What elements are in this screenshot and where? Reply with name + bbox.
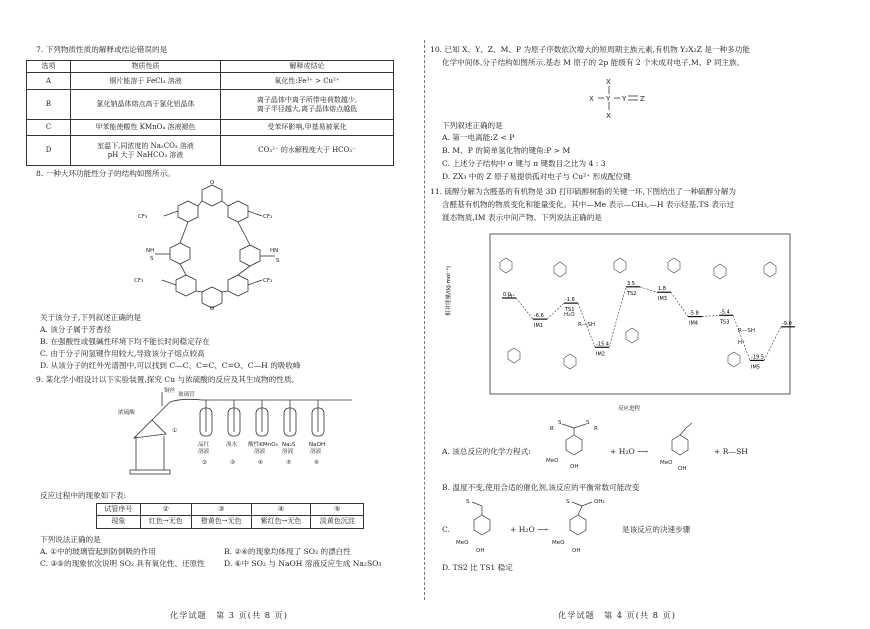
q9-sub: 下列说法正确的是 — [40, 535, 101, 544]
q10-option-c: C. 上述分子结构中 σ 键与 π 键数目之比为 4 : 3 — [442, 159, 606, 168]
footer-left: 化学试题 第 3 页(共 8 页) — [170, 609, 288, 620]
q9-tube6-a: NaOH — [309, 442, 326, 448]
chart-x-label: 反应进程 — [618, 406, 641, 412]
option-a-reactant-structure — [544, 420, 604, 474]
q8-stem: 8. 一种大环功能性分子的结构如图所示。 — [36, 169, 175, 178]
q10-atom-x3: X — [606, 112, 611, 120]
q9-obs-header-1: ② — [140, 504, 191, 516]
q7-row-b-option: B — [27, 90, 71, 120]
q10-atom-y2: Y — [622, 95, 627, 103]
q7-header-explanation: 解释或结论 — [221, 61, 394, 73]
right-page — [428, 0, 870, 629]
energy-connector-1 — [516, 298, 533, 319]
q7-row-c-option: C — [27, 120, 71, 136]
o-label-1: O — [210, 180, 215, 186]
q7-row-d-property — [71, 136, 221, 166]
q11-option-c-tail: 是该反应的决速步骤 — [622, 525, 691, 534]
q10-stem-line1: 10. 已知 X、Y、Z、M、P 为原子序数依次增大的短周期主族元素,有机物 Y₂X₂Z 是一种多功能 — [430, 45, 750, 54]
nh-label: NH — [146, 248, 155, 254]
q9-label-n1: ① — [172, 428, 178, 434]
q9-obs-header-4: ⑤ — [311, 504, 364, 516]
q11-option-c-plus: + H₂O ⟶ — [510, 525, 548, 534]
q11-option-a: A. 该总反应的化学方程式: — [442, 447, 531, 456]
energy-value-9: -9.0 — [782, 320, 792, 327]
q7-row-c-explanation: 受苯环影响,甲基易被氧化 — [221, 120, 394, 136]
energy-connector-8 — [733, 315, 750, 360]
q10-option-a: A. 第一电离能:Z < P — [442, 133, 515, 142]
label-oh2: OH₂ — [594, 499, 605, 505]
left-page — [0, 0, 422, 629]
q9-option-a: A. ①中的玻璃管起到防倒吸的作用 — [40, 547, 156, 556]
annotation-rsh-2: R—SH — [738, 328, 755, 334]
q10-atom-x2: X — [589, 95, 594, 103]
q10-sub: 下列叙述正确的是 — [442, 121, 503, 130]
q9-tube3-n: ③ — [230, 460, 236, 466]
q9-tube3-a: 溴水 — [226, 442, 238, 448]
energy-label-ts1: TS1 — [565, 307, 575, 314]
energy-label-im2: IM2 — [596, 351, 605, 358]
option-a-product-structure — [658, 420, 704, 474]
energy-connector-5 — [640, 287, 657, 292]
energy-label-im4: IM4 — [689, 320, 698, 327]
q7-row-b-explanation — [221, 90, 394, 120]
q9-label-cu: 铜丝 — [164, 388, 176, 394]
q9-obs-header-3: ④ — [251, 504, 311, 516]
q9-tube4-a: 酸性KMnO₄ — [248, 442, 278, 448]
q7-stem: 7. 下列物质性质的解释或结论错误的是 — [36, 45, 168, 54]
energy-connector-9 — [764, 327, 781, 361]
q9-option-b: B. ②④的现象均体现了 SO₂ 的漂白性 — [224, 547, 351, 556]
q11-option-c: C. — [442, 525, 450, 534]
q9-obs-cell-2: 橙黄色→无色 — [191, 516, 251, 528]
q11-energy-profile-chart — [446, 228, 798, 414]
q7-row-a-property: 铜片能溶于 FeCl₃ 溶液 — [71, 73, 221, 90]
label-oh-4: OH — [572, 548, 581, 554]
energy-label-ts2: TS2 — [627, 290, 637, 297]
annotation-h2o: H₂O — [564, 312, 575, 318]
q10-option-b: B. M、P 的简单氢化物的键角:P > M — [442, 146, 571, 155]
label-r-2: R — [594, 426, 598, 432]
energy-value-4: 3.5 — [627, 280, 635, 287]
q7-row-a-option: A — [27, 73, 71, 90]
energy-label-ts3: TS3 — [720, 319, 730, 326]
q8-option-b: B. 在强酸性或强碱性环境下均不能长时间稳定存在 — [40, 337, 210, 346]
label-meo-2: MeO — [660, 460, 673, 466]
q7-header-property: 物质性质 — [71, 61, 221, 73]
q11-option-d: D. TS2 比 TS1 稳定 — [442, 563, 513, 572]
cf3-label-1: CF₃ — [138, 214, 148, 220]
q8-option-c: C. 由于分子间氢键作用较大,导致该分子熔点较高 — [40, 349, 205, 358]
q9-tube2-n: ② — [202, 460, 208, 466]
energy-connector-2 — [547, 303, 564, 319]
energy-value-0: 0.0 — [503, 292, 511, 298]
s-label-2: S — [276, 258, 280, 264]
label-s-2: S — [586, 420, 590, 426]
energy-value-7: -5.4 — [720, 309, 730, 316]
label-oh-2: OH — [678, 466, 687, 472]
q7-row-d-explanation: CO₃²⁻ 的水解程度大于 HCO₃⁻ — [221, 136, 394, 166]
q9-stem: 9. 某化学小组设计以下实验装置,探究 Cu 与浓硫酸的反应及其生成物的性质。 — [36, 375, 300, 384]
q8-option-a: A. 该分子属于芳香烃 — [40, 325, 112, 334]
q8-option-d: D. 从该分子的红外光谱图中,可以找到 C—C、C=C、C=O、C—H 的吸收峰 — [40, 361, 301, 370]
label-meo-4: MeO — [552, 540, 565, 546]
q9-option-d: D. ⑥中 SO₂ 与 NaOH 溶液反应生成 Na₂SO₃ — [224, 559, 382, 568]
q7-row-d-prop-line2: pH 大于 NaHCO₃ 溶液 — [107, 150, 184, 159]
q10-atom-z: Z — [640, 95, 645, 103]
q7-row-b-exp-line1: 离子晶体中离子所带电荷数越少, — [256, 95, 358, 104]
annotation-rsh-1: R—SH — [578, 322, 595, 328]
hn-label: HN — [270, 248, 279, 254]
energy-label-im5: IM5 — [751, 364, 760, 371]
chart-y-label: 相对能量/(kJ·mol⁻¹) — [446, 265, 452, 316]
label-meo-1: MeO — [546, 458, 559, 464]
q9-option-c: C. ③⑤的现象依次说明 SO₂ 具有氧化性、还原性 — [40, 559, 205, 568]
q10-molecule-diagram — [586, 76, 676, 120]
label-s-1: S — [558, 420, 562, 426]
q7-row-b-exp-line2: 离子半径越大,离子晶体熔点越低 — [256, 104, 358, 113]
cf3-label-4: CF₃ — [263, 278, 273, 284]
q10-stem-line2: 化学中间体,分子结构如图所示,基态 M 原子的 2p 能级有 2 个未成对电子,M、P 同主族。 — [442, 58, 745, 67]
q9-apparatus-diagram — [112, 386, 362, 486]
q11-option-a-product: + R—SH — [714, 447, 748, 456]
label-meo-3: MeO — [456, 540, 469, 546]
energy-value-1: -6.6 — [534, 313, 544, 320]
q11-stem-line1: 11. 硫醇分解为含醛基的有机物是 3D 打印硫醇树脂的关键一环,下图给出了一种硫醇分解为 — [430, 187, 737, 196]
q9-tube2-a: 品红 — [198, 442, 210, 448]
q9-tube5-n: ⑤ — [286, 460, 292, 466]
label-oh-3: OH — [476, 548, 485, 554]
q9-tube5-a: Na₂S — [282, 442, 296, 448]
q7-table — [26, 60, 394, 166]
option-c-product-structure — [552, 496, 614, 556]
annotation-h-plus-2: H⁺ — [738, 340, 746, 346]
q7-row-b-property: 氯化钠晶体熔点高于氯化铝晶体 — [71, 90, 221, 120]
energy-value-2: -1.6 — [565, 297, 575, 304]
q9-obs-header-2: ③ — [191, 504, 251, 516]
q10-atom-y1: Y — [606, 95, 611, 103]
q8-sub: 关于该分子,下列叙述正确的是 — [40, 313, 142, 322]
energy-connector-4 — [609, 287, 626, 347]
cf3-label-3: CF₃ — [134, 278, 144, 284]
label-oh-1: OH — [570, 464, 579, 470]
energy-value-8: -19.5 — [751, 354, 764, 361]
macrocycle-molecule-diagram — [130, 180, 300, 310]
o-label-2: O — [210, 306, 215, 312]
q10-option-d: D. ZX₃ 中的 Z 原子易提供孤对电子与 Cu²⁺ 形成配位键 — [442, 172, 631, 181]
q9-obs-cell-0: 现象 — [97, 516, 141, 528]
q7-row-d-prop-line1: 室温下,同浓度的 Na₂CO₃ 溶液 — [97, 141, 194, 150]
q9-tube6-b: 溶液 — [310, 449, 322, 455]
q11-option-b: B. 温度不变,使用合适的催化剂,该反应的平衡常数可能改变 — [442, 483, 640, 492]
cf3-label-2: CF₃ — [263, 214, 273, 220]
footer-right: 化学试题 第 4 页(共 8 页) — [558, 609, 676, 620]
q9-obs-cell-4: 淡黄色沉淀 — [311, 516, 364, 528]
q9-tube4-b: 溶液 — [254, 449, 266, 455]
q7-row-c-property: 甲苯能使酸性 KMnO₄ 溶液褪色 — [71, 120, 221, 136]
label-s-4: S — [566, 499, 570, 505]
energy-connector-7 — [702, 315, 719, 316]
q7-row-a-explanation: 氧化性:Fe³⁺ > Cu²⁺ — [221, 73, 394, 90]
energy-value-3: -15.4 — [596, 341, 609, 348]
q7-row-d-option: D — [27, 136, 71, 166]
page-divider — [424, 40, 425, 600]
q9-tube5-b: 溶液 — [282, 449, 294, 455]
q10-atom-x1: X — [606, 78, 611, 86]
q7-header-option: 选项 — [27, 61, 71, 73]
q9-tube6-n: ⑥ — [314, 460, 320, 466]
s-label-1: S — [150, 256, 154, 262]
option-c-reactant-structure — [456, 498, 506, 556]
label-r-1: R — [550, 426, 554, 432]
annotation-h-plus-1: H⁺ — [508, 294, 516, 300]
q9-label-acid: 浓硫酸 — [118, 410, 135, 416]
energy-connector-6 — [671, 292, 688, 316]
energy-value-6: -5.8 — [689, 310, 699, 317]
energy-label-im3: IM3 — [658, 296, 667, 303]
energy-label-im1: IM1 — [534, 323, 543, 330]
q9-observation-title: 反应过程中的现象如下表: — [40, 491, 127, 500]
q11-stem-line2: 含醛基有机物的物质变化和能量变化。其中—Me 表示—CH₃,—H 表示烃基,TS 表示过 — [442, 200, 735, 209]
q9-observation-table — [96, 503, 364, 529]
label-s-3: S — [466, 499, 470, 505]
q11-option-a-plus: + H₂O ⟶ — [610, 447, 648, 456]
q9-obs-cell-1: 红色→无色 — [140, 516, 191, 528]
q11-stem-line3: 渡态物质,IM 表示中间产物。下列说法正确的是 — [442, 213, 602, 222]
q9-label-tube: 玻璃管 — [178, 392, 195, 398]
q9-obs-cell-3: 紫红色→无色 — [251, 516, 311, 528]
q9-tube4-n: ④ — [258, 460, 264, 466]
energy-value-5: 1.8 — [658, 286, 666, 293]
q9-obs-header-0: 试管序号 — [97, 504, 141, 516]
q9-tube2-b: 溶液 — [198, 449, 210, 455]
